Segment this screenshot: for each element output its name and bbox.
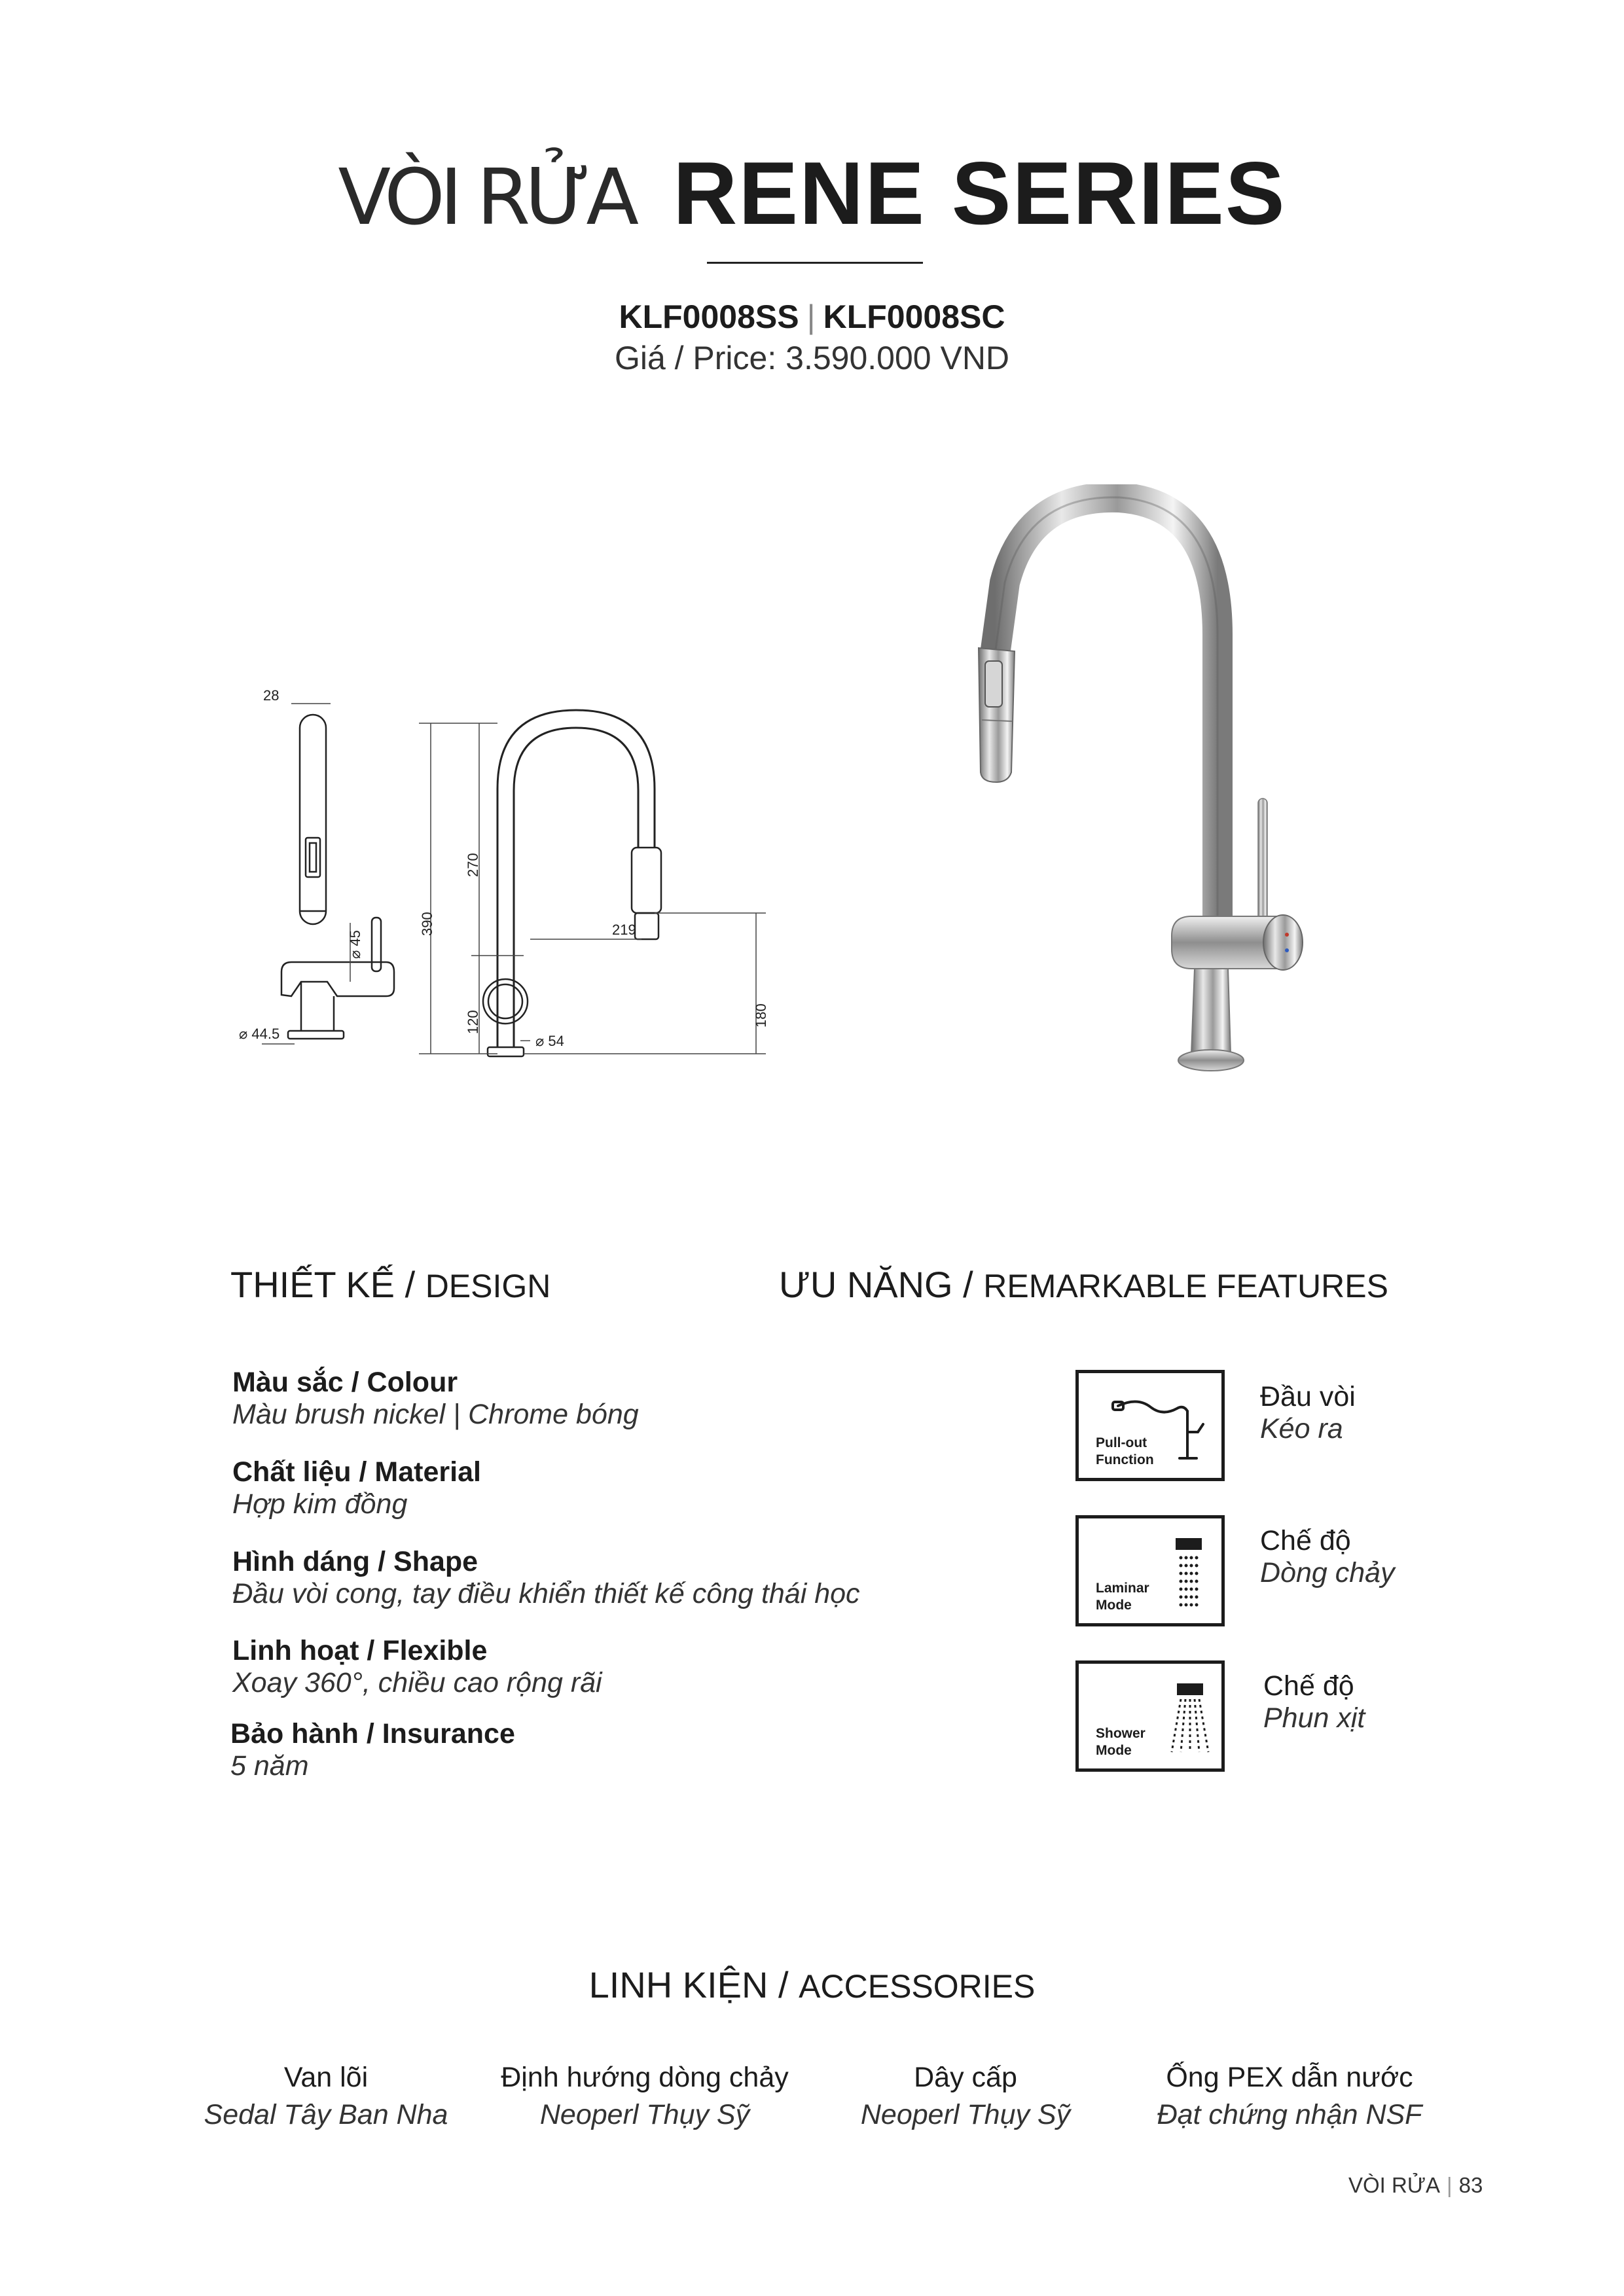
features-heading: [779, 1263, 1388, 1306]
title-divider: [707, 262, 923, 264]
dim-270: 270: [465, 853, 481, 877]
dim-390: 390: [419, 912, 435, 936]
accessory-title: Dây cấp: [914, 2062, 1017, 2093]
design-heading-en: DESIGN: [425, 1268, 551, 1304]
feature-box-label: [1096, 1580, 1149, 1614]
feature-box-label: [1096, 1725, 1146, 1759]
feature-text-pull-out: [1260, 1381, 1356, 1445]
technical-drawing: [223, 674, 812, 1093]
accessory-title: Van lõi: [283, 2062, 369, 2093]
accessory-sub: Đạt chứng nhận NSF: [1157, 2099, 1422, 2130]
page-number: 83: [1458, 2173, 1483, 2197]
accessory-sub: Neoperl Thụy Sỹ: [539, 2099, 750, 2130]
feature-box-laminar: [1075, 1515, 1225, 1626]
accessory-item: [782, 2062, 1149, 2131]
spec-value: Đầu vòi cong, tay điều khiển thiết kế công thái học: [232, 1578, 860, 1609]
title-bold: RENE SERIES: [673, 143, 1286, 243]
spec-value: 5 năm: [230, 1750, 309, 1782]
feature-box-label-line1: Shower: [1096, 1726, 1146, 1741]
accessory-title: Định hướng dòng chảy: [501, 2062, 789, 2093]
spec-item-shape: [232, 1546, 860, 1610]
dim-45: ⌀ 45: [347, 930, 363, 959]
feature-text-laminar: [1260, 1525, 1395, 1589]
design-heading-vi: THIẾT KẾ /: [230, 1264, 416, 1305]
price: Giá / Price: 3.590.000 VND: [614, 340, 1010, 376]
accessory-item: [461, 2062, 828, 2131]
spec-item-colour: [232, 1367, 639, 1431]
accessory-sub: Sedal Tây Ban Nha: [204, 2099, 448, 2130]
feature-text-shower: [1263, 1670, 1365, 1734]
feature-box-shower: [1075, 1660, 1225, 1772]
laminar-flow-icon: [1170, 1538, 1210, 1610]
feature-box-label-line2: Function: [1096, 1452, 1154, 1467]
side-view-spout: [300, 715, 326, 924]
spec-label: Bảo hành / Insurance: [230, 1718, 515, 1749]
accessory-item: [143, 2062, 509, 2131]
features-heading-en: REMARKABLE FEATURES: [983, 1268, 1388, 1304]
feature-box-label-line2: Mode: [1096, 1598, 1132, 1613]
title-light: VÒI RỬA: [338, 152, 634, 242]
spec-label: Màu sắc / Colour: [232, 1367, 458, 1398]
spec-item-flexible: [232, 1635, 602, 1699]
accessory-title: Ống PEX dẫn nước: [1166, 2062, 1413, 2093]
page-title: [0, 141, 1624, 249]
spec-label: Hình dáng / Shape: [232, 1546, 478, 1577]
feature-sub: Phun xịt: [1263, 1702, 1365, 1734]
page-footer: [1348, 2173, 1483, 2198]
spec-item-material: [232, 1456, 481, 1520]
spec-value: Xoay 360°, chiều cao rộng rãi: [232, 1667, 602, 1698]
side-view-lever: [372, 918, 381, 971]
feature-box-pull-out: [1075, 1370, 1225, 1481]
dim-44-5: ⌀ 44.5: [239, 1026, 280, 1042]
model-code-1: KLF0008SS: [619, 298, 799, 335]
spec-value: Màu brush nickel | Chrome bóng: [232, 1399, 639, 1430]
dim-219: 219: [612, 922, 636, 938]
spec-label: Chất liệu / Material: [232, 1456, 481, 1488]
dim-54: ⌀ 54: [535, 1033, 564, 1049]
model-code-2: KLF0008SC: [823, 298, 1005, 335]
accessories-heading-vi: LINH KIỆN /: [588, 1964, 789, 2005]
feature-sub: Kéo ra: [1260, 1413, 1343, 1444]
accessories-heading-en: ACCESSORIES: [799, 1968, 1036, 2005]
footer-separator: |: [1447, 2173, 1453, 2197]
feature-sub: Dòng chảy: [1260, 1557, 1395, 1588]
feature-box-label-line2: Mode: [1096, 1743, 1132, 1758]
model-separator: |: [806, 298, 816, 335]
dim-180: 180: [753, 1003, 769, 1028]
dim-28: 28: [263, 687, 280, 704]
feature-title: Chế độ: [1260, 1525, 1351, 1556]
feature-box-label: [1096, 1435, 1154, 1469]
shower-spray-icon: [1169, 1683, 1211, 1755]
dim-120: 120: [465, 1010, 481, 1034]
feature-box-label-line1: Laminar: [1096, 1581, 1149, 1596]
spec-label: Linh hoạt / Flexible: [232, 1635, 488, 1666]
side-view-body: [281, 962, 394, 996]
product-photo: [916, 484, 1348, 1100]
accessory-sub: Neoperl Thụy Sỹ: [860, 2099, 1071, 2130]
design-heading: [230, 1263, 550, 1306]
spec-value: Hợp kim đồng: [232, 1488, 408, 1520]
accessories-heading: [0, 1964, 1624, 2006]
spec-item-insurance: [230, 1718, 515, 1782]
feature-box-label-line1: Pull-out: [1096, 1435, 1147, 1450]
accessory-item: [1106, 2062, 1473, 2131]
feature-title: Chế độ: [1263, 1670, 1354, 1702]
footer-section: VÒI RỬA: [1348, 2173, 1441, 2197]
features-heading-vi: ƯU NĂNG /: [779, 1264, 973, 1305]
feature-title: Đầu vòi: [1260, 1381, 1356, 1412]
model-codes: [0, 298, 1624, 336]
